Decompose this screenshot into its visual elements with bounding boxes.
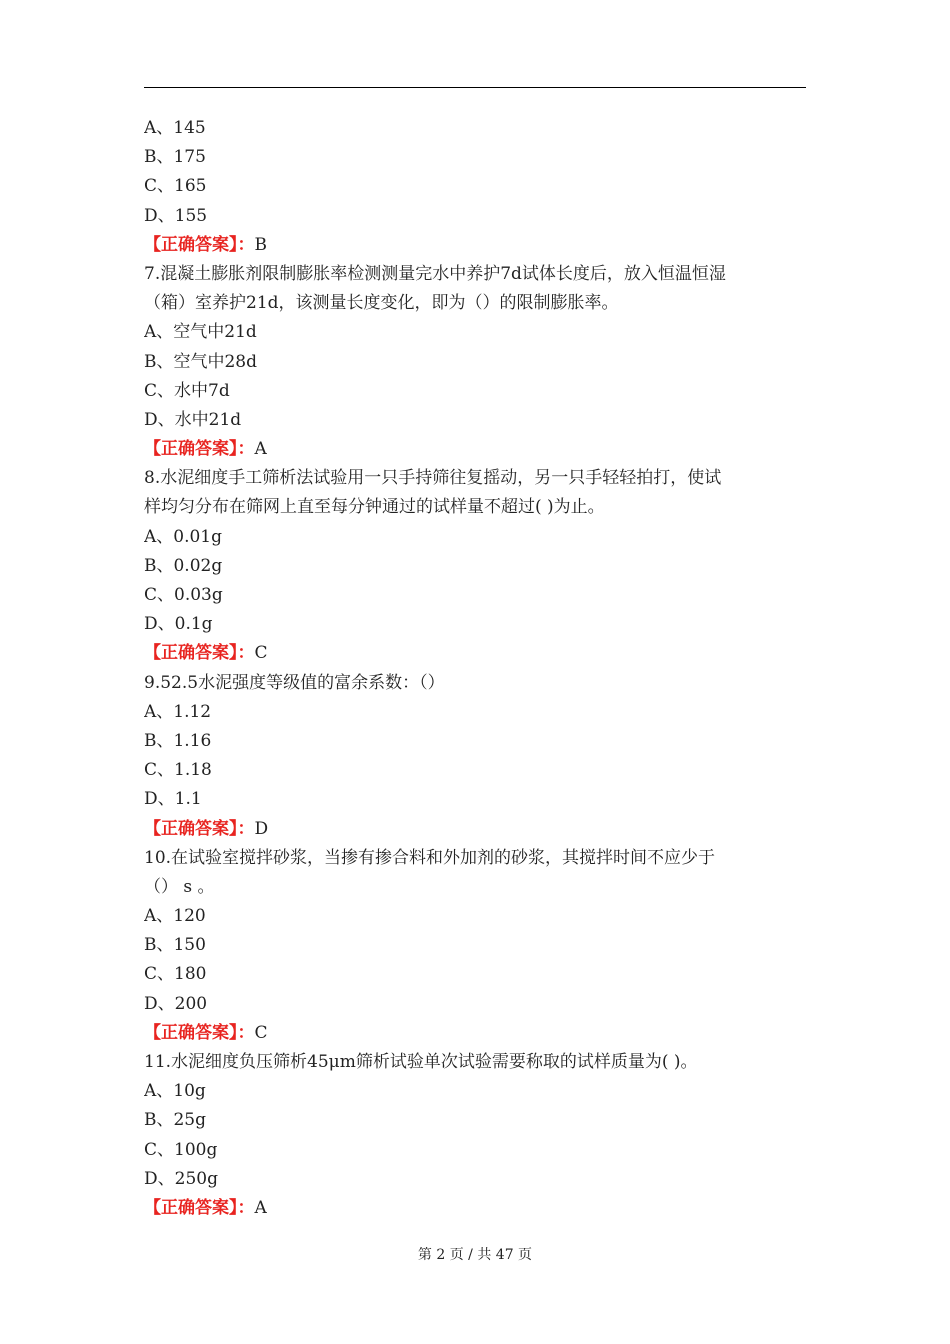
- answer-option: D、250g: [144, 1168, 218, 1189]
- question-stem-line: 8.水泥细度手工筛析法试验用一只手持筛往复摇动，另一只手轻轻拍打，使试: [144, 468, 722, 489]
- correct-answer-label: 【正确答案】：: [144, 1197, 255, 1218]
- correct-answer: [144, 1194, 806, 1223]
- answer-option: B、25g: [144, 1110, 207, 1131]
- answer-option: B、175: [144, 147, 206, 168]
- question-stem-line: 9.52.5水泥强度等级值的富余系数：（）: [144, 672, 445, 693]
- correct-answer-label: 【正确答案】：: [144, 818, 255, 839]
- answer-option: C、水中7d: [144, 380, 230, 401]
- answer-option: D、200: [144, 993, 208, 1014]
- correct-answer-value: C: [254, 1022, 268, 1043]
- question-list: [144, 114, 806, 1223]
- question-stem-line: 样均匀分布在筛网上直至每分钟通过的试样量不超过( )为止。: [144, 497, 605, 518]
- answer-option: A、145: [144, 118, 206, 138]
- answer-option: C、165: [144, 176, 207, 197]
- correct-answer: [144, 1019, 806, 1048]
- answer-option: B、150: [144, 935, 206, 956]
- question-stem-line: （箱）室养护21d，该测量长度变化，即为（）的限制膨胀率。: [144, 293, 619, 314]
- correct-answer-value: A: [254, 1197, 267, 1218]
- correct-answer: [144, 435, 806, 464]
- correct-answer: [144, 639, 806, 668]
- correct-answer-value: B: [254, 234, 267, 255]
- answer-option: C、1.18: [144, 760, 212, 781]
- answer-option: C、100g: [144, 1139, 218, 1160]
- answer-option: B、空气中28d: [144, 351, 258, 372]
- page-footer: 第 2 页 / 共 47 页: [417, 1247, 533, 1263]
- correct-answer-label: 【正确答案】：: [144, 439, 255, 460]
- question-stem-line: 7.混凝土膨胀剂限制膨胀率检测测量完水中养护7d试体长度后，放入恒温恒湿: [144, 263, 726, 284]
- question-stem-line: （） s 。: [144, 876, 215, 897]
- question-stem-line: 11.水泥细度负压筛析45μm筛析试验单次试验需要称取的试样质量为( )。: [144, 1052, 698, 1072]
- answer-option: A、0.01g: [144, 526, 223, 547]
- header-rule: [144, 87, 806, 88]
- correct-answer: [144, 815, 806, 844]
- correct-answer-value: A: [254, 439, 267, 460]
- answer-option: C、180: [144, 964, 207, 985]
- answer-option: D、水中21d: [144, 409, 242, 430]
- correct-answer-label: 【正确答案】：: [144, 234, 255, 255]
- answer-option: C、0.03g: [144, 585, 223, 605]
- correct-answer-label: 【正确答案】：: [144, 643, 255, 664]
- answer-option: D、155: [144, 205, 208, 226]
- correct-answer-value: C: [254, 643, 268, 664]
- answer-option: D、0.1g: [144, 614, 213, 635]
- answer-option: D、1.1: [144, 789, 202, 810]
- question-stem-line: 10.在试验室搅拌砂浆，当掺有掺合料和外加剂的砂浆，其搅拌时间不应少于: [144, 847, 716, 868]
- correct-answer-label: 【正确答案】：: [144, 1022, 255, 1043]
- correct-answer-value: D: [254, 818, 269, 839]
- answer-option: A、空气中21d: [144, 322, 257, 343]
- correct-answer: [144, 231, 806, 260]
- answer-option: B、0.02g: [144, 555, 223, 576]
- answer-option: B、1.16: [144, 730, 212, 751]
- answer-option: A、1.12: [144, 701, 212, 722]
- answer-option: A、120: [144, 906, 206, 927]
- answer-option: A、10g: [144, 1081, 206, 1102]
